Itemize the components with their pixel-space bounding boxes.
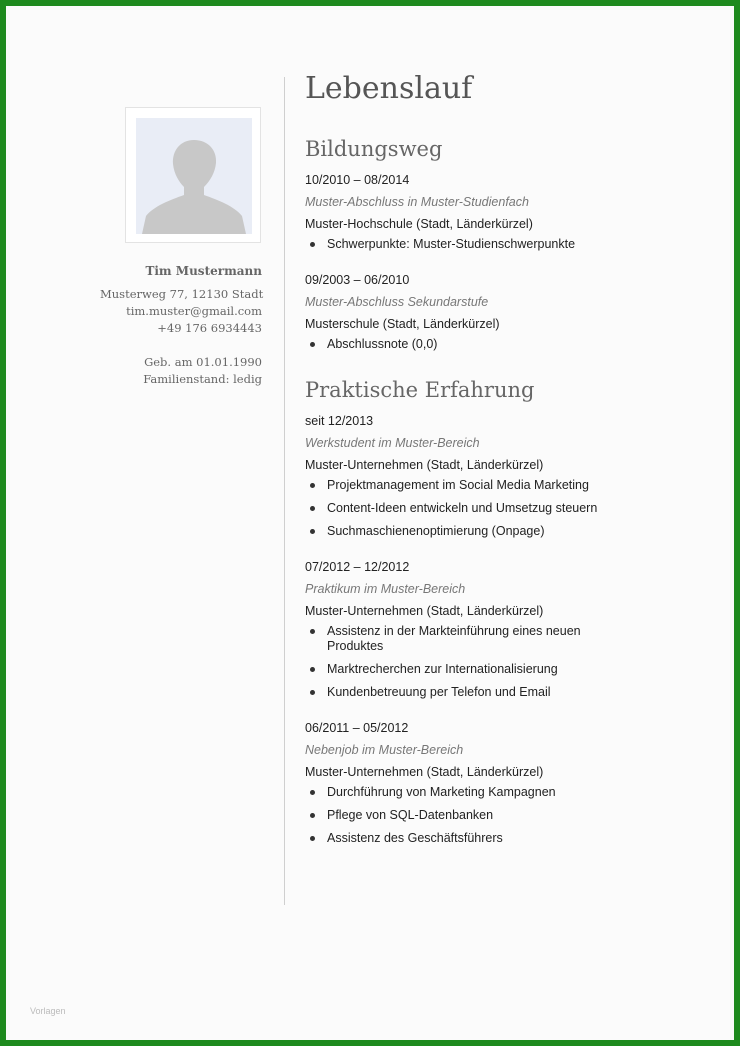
list-item: Marktrecherchen zur Internationalisierung (305, 662, 705, 677)
address: Musterweg 77, 12130 Stadt (100, 287, 264, 301)
person-silhouette-icon (136, 118, 252, 234)
education-entry (305, 169, 705, 252)
person-name: Tim Mustermann (145, 264, 262, 278)
entry-org: Muster-Unternehmen (Stadt, Länderkürzel) (305, 458, 544, 472)
section-title-education: Bildungsweg (305, 137, 443, 161)
entry-role: Muster-Abschluss Sekundarstufe (305, 295, 489, 309)
entry-date: 07/2012 – 12/2012 (305, 560, 410, 574)
experience-entry (305, 556, 705, 700)
email: tim.muster@gmail.com (126, 304, 262, 318)
phone: +49 176 6934443 (157, 321, 262, 335)
entry-role: Nebenjob im Muster-Bereich (305, 743, 464, 757)
column-divider (284, 77, 285, 905)
personal-block (100, 354, 262, 388)
education-entry (305, 269, 705, 352)
entry-bullets (305, 237, 705, 252)
experience-entry (305, 717, 705, 846)
entry-bullets (305, 785, 705, 846)
entry-date: 10/2010 – 08/2014 (305, 173, 410, 187)
list-item: Durchführung von Marketing Kampagnen (305, 785, 705, 800)
list-item: Assistenz in der Markteinführung eines neuen Produktes (305, 624, 597, 654)
list-item: Pflege von SQL-Datenbanken (305, 808, 705, 823)
experience-entry (305, 410, 705, 539)
entry-org: Musterschule (Stadt, Länderkürzel) (305, 317, 500, 331)
list-item: Kundenbetreuung per Telefon und Email (305, 685, 705, 700)
section-title-experience: Praktische Erfahrung (305, 378, 535, 402)
profile-photo (125, 107, 261, 243)
contact-block (100, 286, 262, 337)
entry-role: Praktikum im Muster-Bereich (305, 582, 466, 596)
list-item: Content-Ideen entwickeln und Umsetzug steuern (305, 501, 705, 516)
entry-org: Muster-Unternehmen (Stadt, Länderkürzel) (305, 604, 544, 618)
page-title: Lebenslauf (305, 71, 473, 106)
entry-role: Muster-Abschluss in Muster-Studienfach (305, 195, 529, 209)
entry-org: Muster-Hochschule (Stadt, Länderkürzel) (305, 217, 533, 231)
footer-watermark: Vorlagen (30, 1006, 66, 1016)
entry-bullets (305, 624, 705, 700)
entry-org: Muster-Unternehmen (Stadt, Länderkürzel) (305, 765, 544, 779)
main-column (305, 70, 705, 854)
entry-bullets (305, 478, 705, 539)
list-item: Suchmaschienenoptimierung (Onpage) (305, 524, 705, 539)
list-item: Assistenz des Geschäftsführers (305, 831, 705, 846)
entry-role: Werkstudent im Muster-Bereich (305, 436, 480, 450)
list-item: Schwerpunkte: Muster-Studienschwerpunkte (305, 237, 705, 252)
entry-date: 06/2011 – 05/2012 (305, 721, 409, 735)
entry-date: seit 12/2013 (305, 414, 374, 428)
sidebar-name-block (100, 263, 262, 280)
entry-bullets (305, 337, 705, 352)
marital-status: Familienstand: ledig (143, 372, 262, 386)
entry-date: 09/2003 – 06/2010 (305, 273, 410, 287)
avatar-placeholder (136, 118, 252, 234)
list-item: Projektmanagement im Social Media Marketing (305, 478, 705, 493)
list-item: Abschlussnote (0,0) (305, 337, 705, 352)
birth-date: Geb. am 01.01.1990 (144, 355, 262, 369)
